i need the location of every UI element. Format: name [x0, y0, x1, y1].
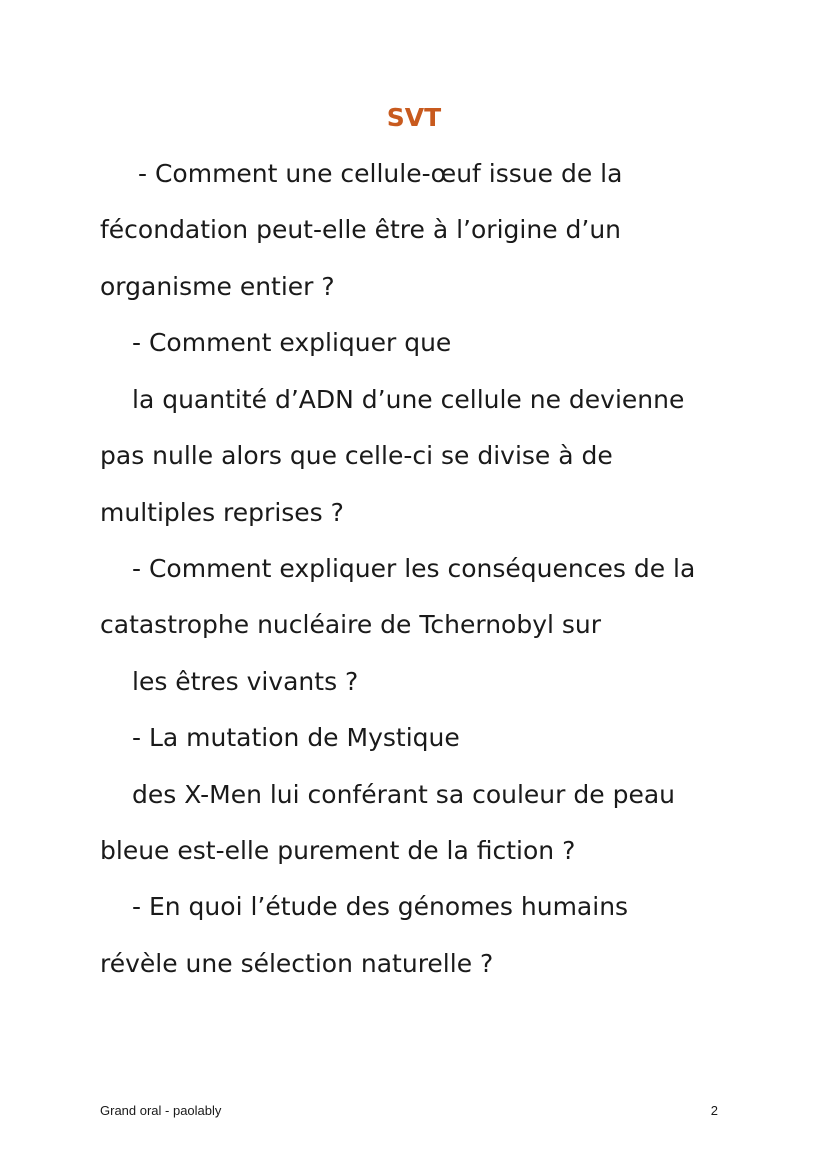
page-title: SVT [386, 103, 442, 132]
text-line: multiples reprises ? [100, 498, 344, 527]
text-line: pas nulle alors que celle-ci se divise à de [100, 441, 613, 470]
text-line: des X-Men lui conférant sa couleur de peau [132, 780, 675, 809]
text-line: - Comment expliquer les conséquences de la [132, 554, 696, 583]
text-line: révèle une sélection naturelle ? [100, 949, 494, 978]
text-line: organisme entier ? [100, 272, 335, 301]
text-line: bleue est-elle purement de la fiction ? [100, 836, 576, 865]
text-line: - La mutation de Mystique [132, 723, 460, 752]
page-number: 2 [710, 1103, 718, 1118]
text-line: - Comment expliquer que [132, 328, 452, 357]
text-line: les êtres vivants ? [132, 667, 359, 696]
footer-label: Grand oral - paolably [100, 1103, 222, 1118]
text-line: catastrophe nucléaire de Tchernobyl sur [100, 610, 602, 639]
text-line: la quantité d’ADN d’une cellule ne devienne [132, 385, 685, 414]
text-line: - En quoi l’étude des génomes humains [132, 892, 629, 921]
text-line: fécondation peut-elle être à l’origine d’un [100, 215, 622, 244]
text-line: - Comment une cellule-œuf issue de la [138, 159, 623, 188]
